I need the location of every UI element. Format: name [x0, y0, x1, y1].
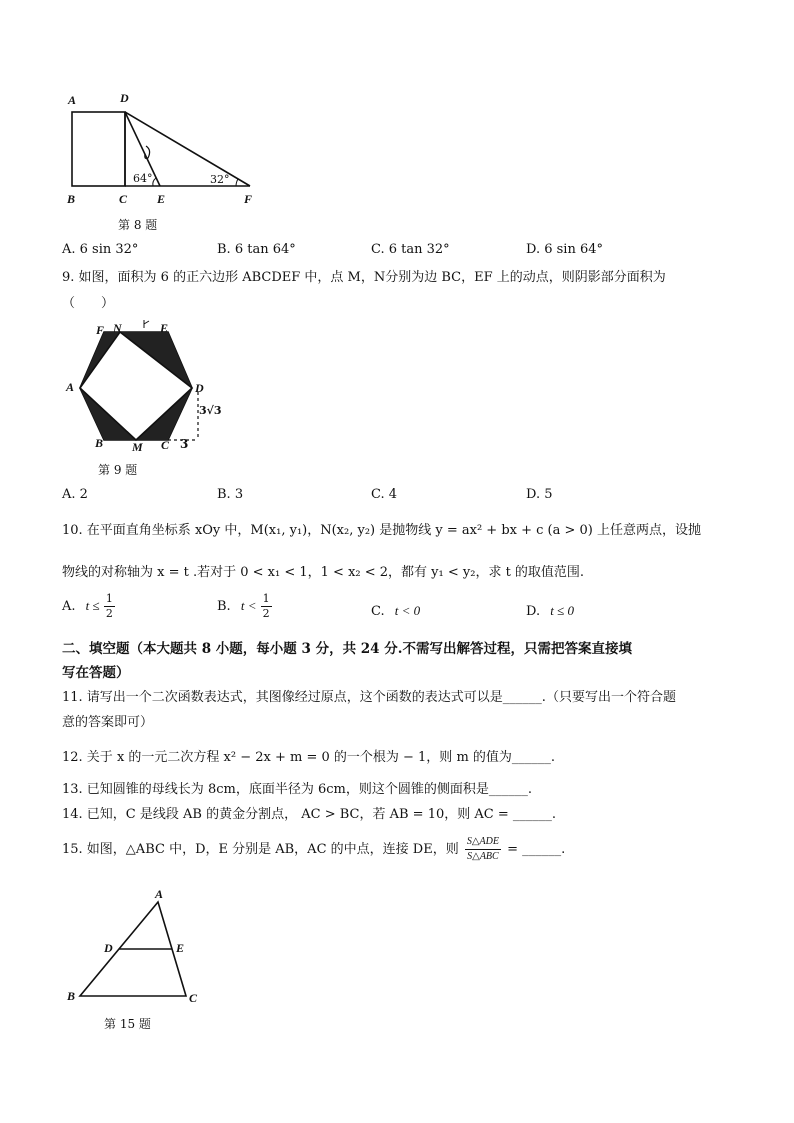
q10-option-d-label: D.	[526, 604, 541, 619]
q9-option-b[interactable]: B. 3	[217, 487, 244, 502]
q8-option-b[interactable]: B. 6 tan 64°	[217, 242, 296, 257]
fig9-label-b: B	[95, 436, 104, 450]
fig9-caption: 第 9 题	[98, 463, 138, 477]
q11-stem: 11. 请写出一个二次函数表达式，其图像经过原点，这个函数的表达式可以是______.（只要写出一个符合题	[62, 690, 676, 705]
q10-option-b-label: B.	[217, 599, 231, 614]
q10-option-b-den: 2	[262, 607, 270, 620]
q10-stem-line2: 物线的对称轴为 x = t .若对于 0 < x₁ < 1，1 < x₂ < 2，都有 y₁ < y₂，求 t 的取值范围.	[62, 565, 585, 580]
q10-option-a[interactable]	[62, 592, 115, 621]
q10-option-a-den: 2	[105, 607, 113, 620]
q10-option-b-num: 1	[262, 592, 270, 605]
q15-ratio-num: S△ADE	[465, 835, 501, 850]
fig9-label-c: C	[161, 438, 170, 452]
q9-stem: 9. 如图，面积为 6 的正六边形 ABCDEF 中，点 M，N分别为边 BC，EF 上的动点，则阴影部分面积为	[62, 270, 666, 285]
q10-option-a-frac	[104, 592, 115, 621]
q15-stem: 15. 如图，△ABC 中，D，E 分别是 AB，AC 的中点，连接 DE，则	[62, 842, 459, 857]
q14-stem: 14. 已知，C 是线段 AB 的黄金分割点， AC > BC，若 AB = 10，则 AC = ______.	[62, 807, 556, 822]
fig15-label-e: E	[176, 941, 185, 955]
q10-option-d-rel: t ≤ 0	[550, 603, 574, 618]
q8-option-a[interactable]: A. 6 sin 32°	[62, 242, 139, 257]
fig8-caption: 第 8 题	[118, 218, 158, 232]
q15-tail: = ______.	[507, 842, 566, 857]
q10-option-b[interactable]	[217, 592, 272, 621]
fig9-label-e: E	[160, 321, 169, 335]
section2-heading-line2: 写在答题）	[62, 665, 130, 681]
q9-paren: （ ）	[62, 296, 115, 311]
q10-option-c-rel: t < 0	[394, 603, 421, 618]
fig9-label-f: F	[96, 323, 105, 337]
q10-option-c[interactable]	[371, 603, 420, 619]
q13-stem: 13. 已知圆锥的母线长为 8cm，底面半径为 6cm，则这个圆锥的侧面积是______.	[62, 782, 532, 797]
q10-option-b-rel: t <	[240, 598, 257, 613]
q10-option-a-num: 1	[105, 592, 113, 605]
figure-15	[76, 898, 206, 998]
fig9-label-3: 3	[180, 437, 189, 451]
fig8-label-d: D	[120, 91, 129, 105]
fig8-angle-e-arc	[153, 178, 156, 186]
fig15-label-a: A	[155, 887, 164, 901]
section2-heading-line1: 二、填空题（本大题共 8 小题，每小题 3 分，共 24 分.不需写出解答过程，只需把答案直接填	[62, 641, 632, 657]
fig8-square	[72, 112, 125, 186]
q9-option-a[interactable]: A. 2	[62, 487, 88, 502]
fig8-label-f: F	[244, 192, 253, 206]
q10-option-a-rel: t ≤	[85, 598, 100, 613]
q9-option-c[interactable]: C. 4	[371, 487, 398, 502]
fig8-label-b: B	[67, 192, 76, 206]
q15-ratio	[465, 835, 501, 864]
figure-9	[64, 318, 234, 448]
q15-ratio-den: S△ABC	[467, 851, 499, 862]
fig9-handmark	[144, 320, 149, 328]
fig15-caption: 第 15 题	[104, 1017, 151, 1031]
q15-stem-row	[62, 835, 565, 864]
q12-stem: 12. 关于 x 的一元二次方程 x² − 2x + m = 0 的一个根为 − 1，则 m 的值为______.	[62, 750, 556, 765]
fig9-label-3sqrt3: 3√3	[199, 404, 222, 417]
q11-stem-cont: 意的答案即可）	[62, 715, 154, 730]
fig8-label-a: A	[68, 93, 77, 107]
figure-8	[60, 88, 260, 208]
fig8-angle-32: 32°	[210, 173, 230, 186]
q10-option-c-label: C.	[371, 604, 385, 619]
fig8-angle-64: 64°	[133, 172, 153, 185]
fig15-label-c: C	[189, 991, 198, 1005]
fig9-label-d: D	[195, 381, 204, 395]
q9-option-d[interactable]: D. 5	[526, 487, 553, 502]
fig15-label-b: B	[67, 989, 76, 1003]
q10-option-d[interactable]	[526, 603, 574, 619]
fig8-label-e: E	[157, 192, 166, 206]
q8-option-c[interactable]: C. 6 tan 32°	[371, 242, 450, 257]
fig15-label-d: D	[104, 941, 113, 955]
fig8-label-c: C	[119, 192, 128, 206]
fig9-label-a: A	[66, 380, 75, 394]
q10-stem-line1: 10. 在平面直角坐标系 xOy 中，M(x₁, y₁)，N(x₂, y₂) 是抛物线 y = ax² + bx + c (a > 0) 上任意两点，设抛	[62, 523, 701, 538]
q10-option-b-frac	[261, 592, 272, 621]
fig9-label-n: N	[113, 321, 122, 335]
fig9-label-m: M	[132, 440, 143, 454]
fig8-angle-f-arc	[236, 179, 238, 186]
q10-option-a-label: A.	[62, 599, 76, 614]
q8-option-d[interactable]: D. 6 sin 64°	[526, 242, 604, 257]
